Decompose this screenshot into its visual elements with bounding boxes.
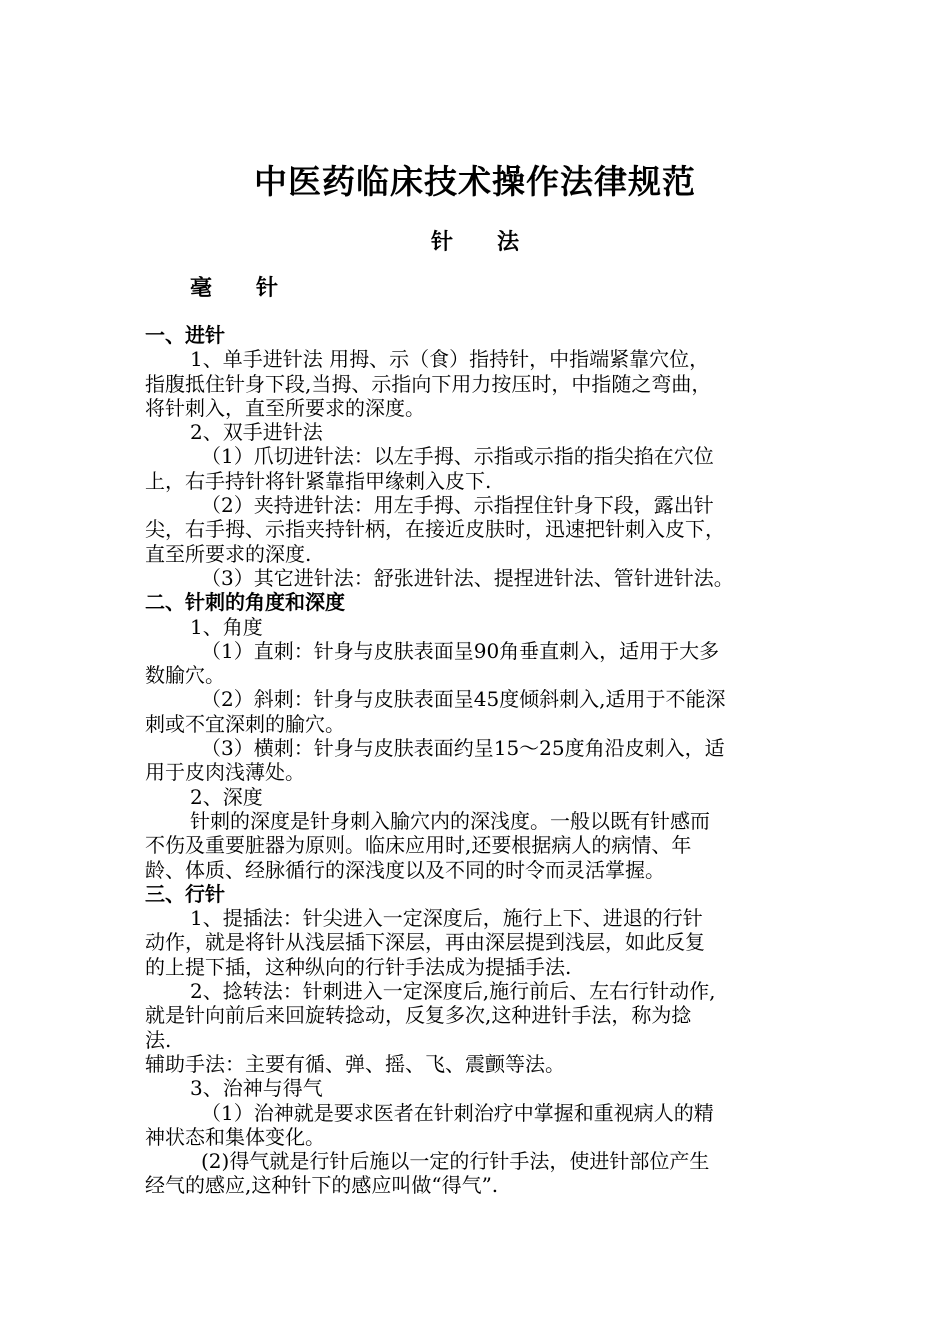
body-text-line: 龄、体质、经脉循行的深浅度以及不同的时令而灵活掌握。 bbox=[145, 857, 665, 882]
body-text-line: 2、深度 bbox=[190, 784, 263, 809]
body-text-line: 上，右手持针将针紧靠指甲缘刺入皮下. bbox=[145, 468, 492, 493]
body-text-line: 辅助手法：主要有循、弹、摇、飞、震颤等法。 bbox=[145, 1051, 565, 1076]
body-text-line: 动作，就是将针从浅层插下深层，再由深层提到浅层，如此反复 bbox=[145, 930, 705, 955]
section-heading-line: 三、行针 bbox=[145, 881, 225, 906]
body-text-line: （1）直刺：针身与皮肤表面呈90角垂直刺入，适用于大多 bbox=[201, 638, 720, 663]
body-text-line: 就是针向前后来回旋转捻动，反复多次,这种进针手法，称为捻 bbox=[145, 1003, 692, 1028]
body-text-line: 经气的感应,这种针下的感应叫做“得气”. bbox=[145, 1173, 499, 1198]
body-text-line: 指腹抵住针身下段,当拇、示指向下用力按压时，中指随之弯曲， bbox=[145, 371, 712, 396]
body-text-line: 针刺的深度是针身刺入腧穴内的深浅度。一般以既有针感而 bbox=[190, 808, 710, 833]
body-text-line: 数腧穴。 bbox=[145, 663, 225, 688]
body-text-line: （2）夹持进针法：用左手拇、示指捏住针身下段，露出针 bbox=[201, 493, 714, 518]
document-body bbox=[145, 323, 830, 1198]
body-text-line: 神状态和集体变化。 bbox=[145, 1124, 325, 1149]
body-text-line: (2)得气就是行针后施以一定的行针手法，使进针部位产生 bbox=[201, 1149, 710, 1174]
body-text-line: 用于皮肉浅薄处。 bbox=[145, 760, 305, 785]
body-text-line: 1、角度 bbox=[190, 614, 263, 639]
body-text-line: 法. bbox=[145, 1027, 172, 1052]
body-text-line: （3）横刺：针身与皮肤表面约呈15～25度角沿皮刺入，适 bbox=[201, 736, 725, 761]
body-text-line: 尖，右手拇、示指夹持针柄，在接近皮肤时，迅速把针刺入皮下， bbox=[145, 517, 725, 542]
body-text-line: 直至所要求的深度. bbox=[145, 541, 312, 566]
body-text-line: （1）爪切进针法：以左手拇、示指或示指的指尖掐在穴位 bbox=[201, 444, 714, 469]
body-text-line: 2、捻转法：针刺进入一定深度后,施行前后、左右行针动作, bbox=[190, 979, 716, 1004]
body-text-line: 1、单手进针法 用拇、示（食）指持针，中指端紧靠穴位， bbox=[190, 347, 710, 372]
document-title: 中医药临床技术操作法律规范 bbox=[254, 162, 696, 201]
body-text-line: 1、提插法：针尖进入一定深度后，施行上下、进退的行针 bbox=[190, 906, 703, 931]
body-text-line: 的上提下插，这种纵向的行针手法成为提插手法. bbox=[145, 954, 572, 979]
body-text-line: 不伤及重要脏器为原则。临床应用时,还要根据病人的病情、年 bbox=[145, 833, 692, 858]
body-text-line: （2）斜刺：针身与皮肤表面呈45度倾斜刺入,适用于不能深 bbox=[201, 687, 726, 712]
section-heading-line: 一、进针 bbox=[145, 323, 225, 347]
body-text-line: 刺或不宜深刺的腧穴。 bbox=[145, 711, 345, 736]
body-text-line: （1）治神就是要求医者在针刺治疗中掌握和重视病人的精 bbox=[201, 1100, 714, 1125]
body-text-line: 3、治神与得气 bbox=[190, 1076, 323, 1101]
section-title: 针 法 bbox=[430, 230, 519, 255]
body-text-line: 将针刺入，直至所要求的深度。 bbox=[145, 395, 425, 420]
section-heading-line: 二、针刺的角度和深度 bbox=[145, 590, 345, 615]
subsection-title: 毫 针 bbox=[190, 276, 279, 301]
body-text-line: （3）其它进针法：舒张进针法、提捏进针法、管针进针法。 bbox=[201, 565, 734, 590]
body-text-line: 2、双手进针法 bbox=[190, 420, 323, 445]
